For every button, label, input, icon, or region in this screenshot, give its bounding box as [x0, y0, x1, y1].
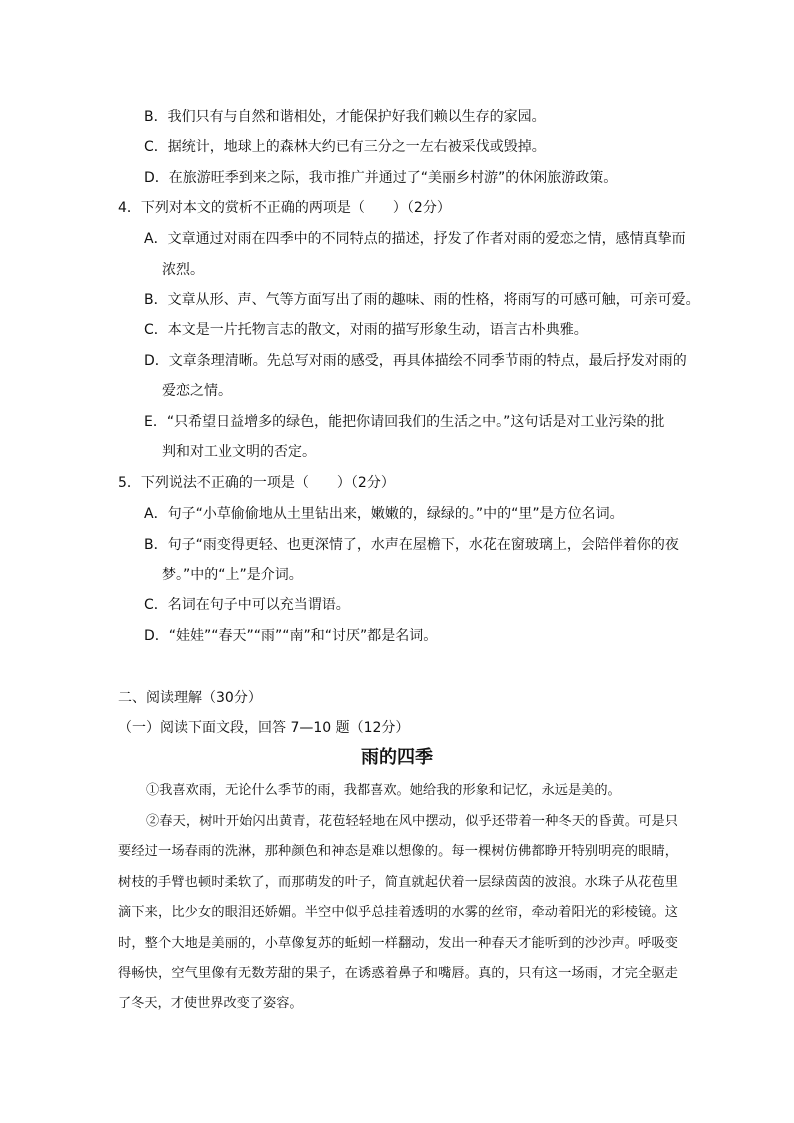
q4-option-b: B．文章从形、声、气等方面写出了雨的趣味、雨的性格，将雨写的可感可触，可亲可爱。 — [144, 292, 700, 308]
passage-paragraph-2: ②春天，树叶开始闪出黄青，花苞轻轻地在风中摆动，似乎还带着一种冬天的昏黄。可是只要经过一场春雨的洗淋，那种颜色和神态是难以想像的。每一棵树仿佛都睁开特别明亮的眼睛，树枝的手臂也顿时柔软了，而那萌发的叶子，简直就起伏着一层绿茵茵的波浪。水珠子从花苞里滴下来，比少女的眼泪还娇媚。半空中似乎总挂着透明的水雾的丝帘，牵动着阳光的彩棱镜。这时，整个大地是美丽的，小草像复苏的蚯蚓一样翻动，发出一种春天才能听到的沙沙声。呼吸变得畅快，空气里像有无数芳甜的果子，在诱惑着鼻子和嘴唇。真的，只有这一场雨，才完全驱走了冬天，才使世界改变了姿容。 — [118, 814, 678, 1012]
q4-option-a-line2: 浓烈。 — [162, 262, 204, 278]
q3-option-b: B．我们只有与自然和谐相处，才能保护好我们赖以生存的家园。 — [144, 109, 546, 125]
q3-option-c: C．据统计，地球上的森林大约已有三分之一左右被采伐或毁掉。 — [144, 139, 546, 155]
q4-option-d-line1: D．文章条理清晰。先总写对雨的感受，再具体描绘不同季节雨的特点，最后抒发对雨的 — [144, 353, 687, 369]
q4-stem: 4．下列对本文的赏析不正确的两项是（ ）（2分） — [118, 200, 451, 216]
q4-option-e-line2: 判和对工业文明的否定。 — [162, 444, 316, 460]
q5-option-a: A．句子“小草偷偷地从土里钻出来，嫩嫩的，绿绿的。”中的“里”是方位名词。 — [144, 506, 624, 522]
q5-stem: 5．下列说法不正确的一项是（ ）（2分） — [118, 475, 395, 491]
q5-option-d: D．“娃娃”“春天”“雨”“南”和“讨厌”都是名词。 — [144, 628, 438, 644]
q5-option-b-line1: B．句子“雨变得更轻、也更深情了，水声在屋檐下，水花在窗玻璃上，会陪伴着你的夜 — [144, 537, 679, 553]
q4-option-d-line2: 爱恋之情。 — [162, 383, 232, 399]
q4-option-a-line1: A．文章通过对雨在四季中的不同特点的描述，抒发了作者对雨的爱恋之情，感情真挚而 — [144, 231, 686, 247]
q4-option-e-line1: E．“只希望日益增多的绿色，能把你请回我们的生活之中。”这句话是对工业污染的批 — [144, 414, 665, 430]
q5-option-b-line2: 梦。”中的“上”是介词。 — [162, 567, 303, 583]
q4-option-c: C．本文是一片托物言志的散文，对雨的描写形象生动，语言古朴典雅。 — [144, 322, 588, 338]
section-heading: 二、阅读理解（30分） — [118, 690, 262, 706]
q3-option-d: D．在旅游旺季到来之际，我市推广并通过了“美丽乡村游”的休闲旅游政策。 — [144, 170, 618, 186]
q5-option-c: C．名词在句子中可以充当谓语。 — [144, 597, 350, 613]
subsection-heading: （一）阅读下面文段，回答 7—10 题（12分） — [118, 720, 410, 736]
passage-paragraph-1: ①我喜欢雨，无论什么季节的雨，我都喜欢。她给我的形象和记忆，永远是美的。 — [146, 783, 621, 798]
passage-title: 雨的四季 — [361, 747, 433, 768]
